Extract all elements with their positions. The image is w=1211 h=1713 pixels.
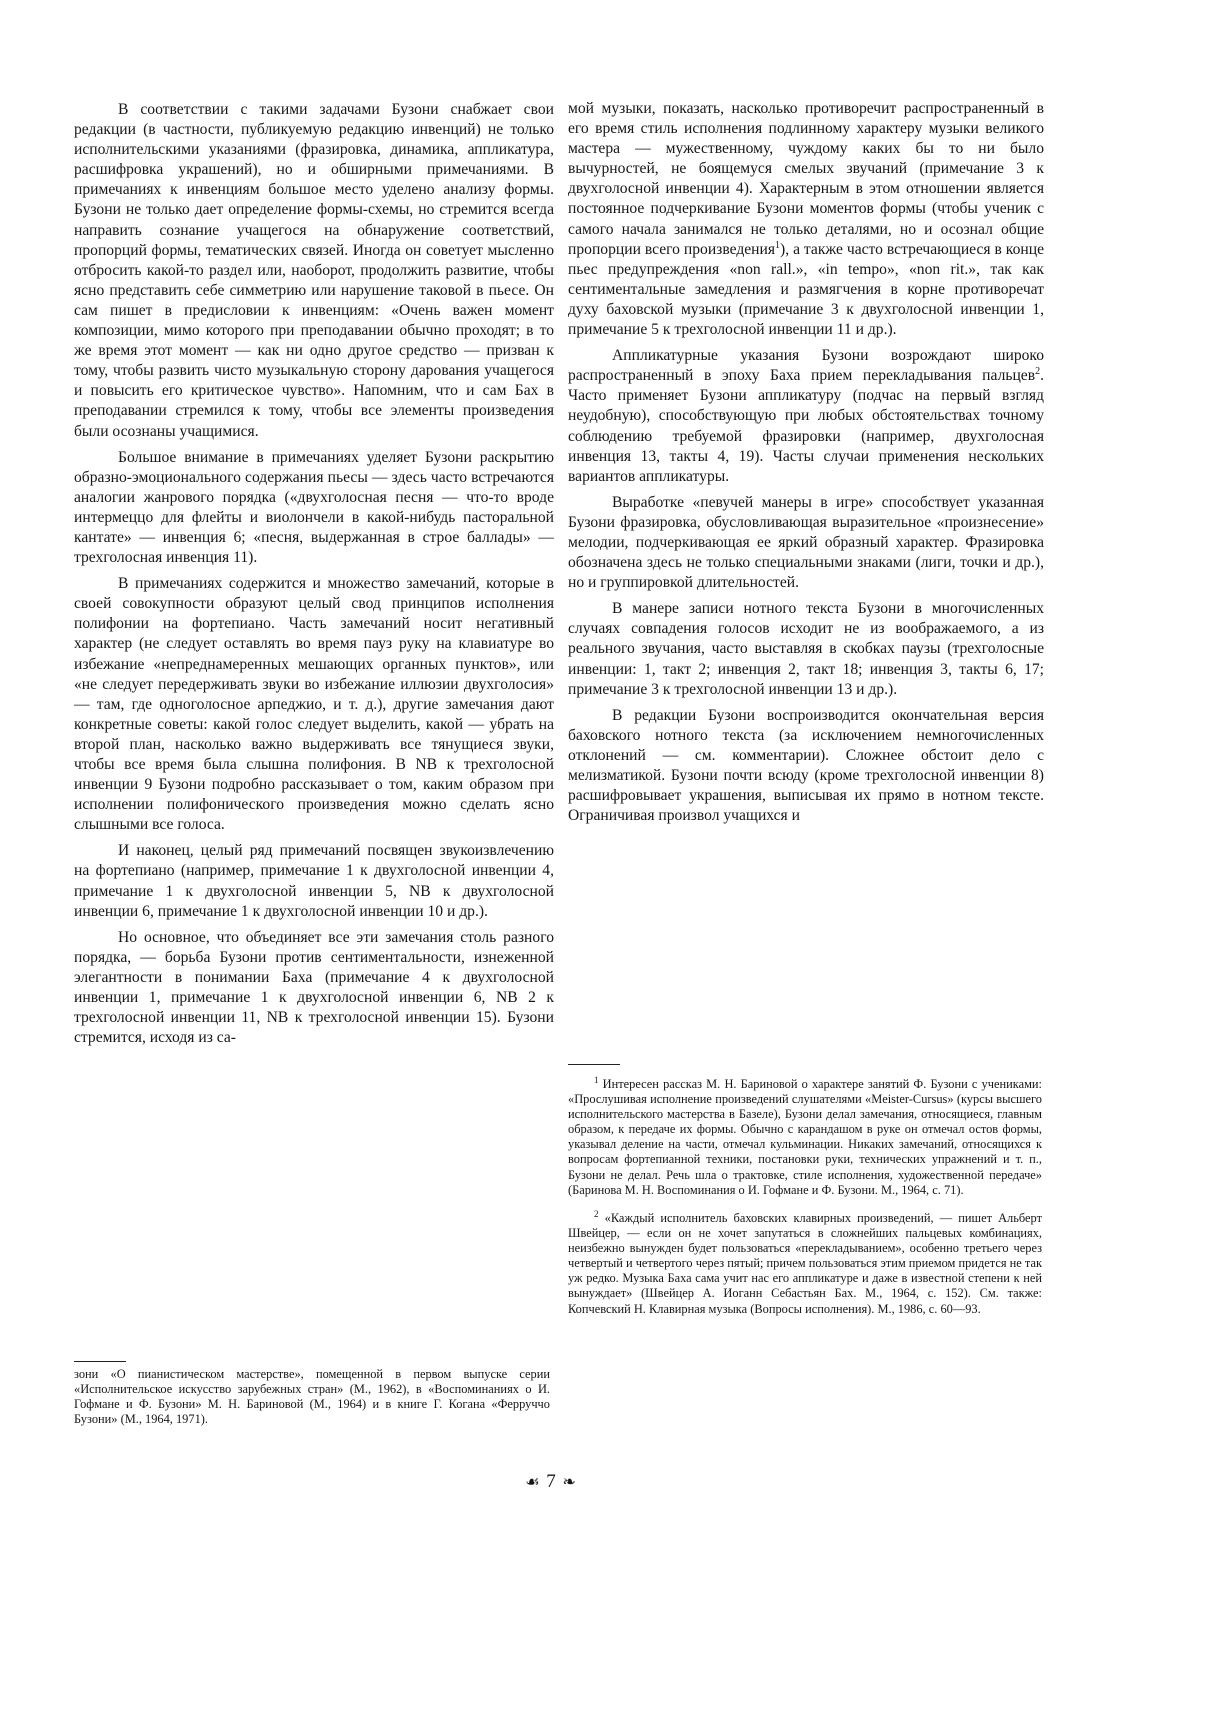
body-paragraph: Выработке «певучей манеры в игре» способствует указанная Бузони фразировка, обусловливающая выразительное «произнесение» мелодии, подчеркивающая ее яркий образный характер. Фразировка обозначена здесь не только специальными знаками (лиги, точки и др.), но и группировкой длительностей. [568,493,1044,592]
body-paragraph: В соответствии с такими задачами Бузони снабжает свои редакции (в частности, публикуемую редакцию инвенций) не только исполнительскими указаниями (фразировка, динамика, аппликатура, расшифровка украшений), но и обширными примечаниями. В примечаниях к инвенциям большое место уделено анализу формы. Бузони не только дает определение формы-схемы, но стремится всегда направить сознание учащегося на обнаружение соответствий, пропорций формы, тематических связей. Иногда он советует мысленно отбросить какой-то раздел или, наоборот, продолжить развитие, чтобы ясно представить себе симметрию или нарушение таковой в пьесе. Он сам пишет в предисловии к инвенциям: «Очень важен момент композиции, мимо которого при преподавании обычно проходят; в то же время этот момент — как ни одно другое средство — призван к тому, чтобы развить чисто музыкальную сторону дарования учащегося и повысить его критическое чувство». Напомним, что и сам Бах в преподавании стремился к тому, чтобы все элементы произведения были осознаны учащимися. [74,101,554,440]
body-paragraph: Большое внимание в примечаниях уделяет Бузони раскрытию образно-эмоционального содержания пьесы — здесь часто встречаются аналогии жанрового порядка («двухголосная песня — что-то вроде интермеццо для флейты и виолончели в какой-нибудь пасторальной кантате» — инвенция 6; «песня, выдержанная в строе баллады» — трехголосная инвенция 11). [74,448,554,567]
body-paragraph: И наконец, целый ряд примечаний посвящен звукоизвлечению на фортепиано (например, примечание 1 к двухголосной инвенции 4, примечание 1 к двухголосной инвенции 5, NB к двухголосной инвенции 6, примечание 1 к двухголосной инвенции 10 и др.). [74,842,554,920]
footnote-number: 1 [594,1074,599,1085]
paragraph-text: ), а также часто встречающиеся в конце пьес предупреждения «non rall.», «in tempo», «non rit.», так как сентиментальные замедления и размягчения в корне противоречат духу баховской музыки (примечание 3 к двухголосной инвенции 1, примечание 5 к трехголосной инвенции 11 и др.). [568,240,1044,339]
left-column [74,100,554,1048]
body-paragraph: В редакции Бузони воспроизводится окончательная версия баховского нотного текста (за исключением немногочисленных отклонений — см. комментарии). Сложнее обстоит дело с мелизматикой. Бузони почти всюду (кроме трехголосной инвенции 8) расшифровывает украшения, выписывая их прямо в нотном тексте. Ограничивая произвол учащихся и [568,706,1044,825]
footnote-divider [74,1361,126,1362]
paragraph-text: . Часто применяет Бузони аппликатуру (подчас на первый взгляд неудобную), способствующую при любых обстоятельствах точному соблюдению требуемой фразировки (например, двухголосная инвенция 13, такты 4, 19). Часты случаи применения нескольких вариантов аппликатуры. [568,367,1044,485]
footnote-1 [568,1074,1042,1198]
paragraph-text: Аппликатурные указания Бузони возрождают широко распространенный в эпоху Баха прием перекладывания пальцев [568,347,1044,385]
paragraph-text: мой музыки, показать, насколько противоречит распространенный в его время стиль исполнения подлинному характеру музыки великого мастера — мужественному, чуждому каких бы то ни было вычурностей, не боящемуся смелых звучаний (примечание 3 к двухголосной инвенции 4). Характерным в этом отношении является постоянное подчеркивание Бузони моментов формы (чтобы ученик с самого начала занимался не только деталями, но и осознал общие пропорции всего произведения [568,100,1044,258]
page-number: 7 [546,1471,557,1492]
page-footer [0,1471,1102,1493]
body-paragraph [568,99,1044,340]
footnote-text: «Каждый исполнитель баховских клавирных произведений, — пишет Альберт Швейцер, — если он не хочет запутаться в сложнейших пальцевых комбинациях, неизбежно вынужден будет пользоваться «перекладыванием», особенно третьего через четвертый и четвертого через пятый; причем пользоваться этим приемом придется не так уж редко. Музыка Баха сама учит нас его аппликатуре и даже в известной степени к ней вынуждает» (Швейцер А. Иоганн Себастьян Бах. М., 1964, с. 152). См. также: Копчевский Н. Клавирная музыка (Вопросы исполнения). М., 1986, с. 60—93. [568,1211,1042,1316]
ornament-right-icon: ❧ [562,1472,577,1491]
footnote-2 [568,1208,1042,1317]
body-paragraph: В примечаниях содержится и множество замечаний, которые в своей совокупности образуют целый свод принципов исполнения полифонии на фортепиано. Часть замечаний носит негативный характер (не следует оставлять во время пауз руку на клавиатуре во избежание «непреднамеренных мешающих органных пунктов», или «не следует передерживать звуки во избежание иллюзии двухголосия» — там, где одноголосное арпеджио, и т. д.), другие замечания дают конкретные советы: какой голос следует выделить, какой — убрать на второй план, насколько важно выдерживать все тянущиеся звуки, чтобы все время была слышна полифония. В NB к трехголосной инвенции 9 Бузони подробно рассказывает о том, каким образом при исполнении полифонического произведения можно сделать ясно слышными все голоса. [74,575,554,834]
body-paragraph [568,346,1044,487]
right-column [568,100,1044,826]
ornament-left-icon: ☙ [525,1472,541,1491]
footnote-divider [568,1064,620,1065]
body-paragraph: В манере записи нотного текста Бузони в многочисленных случаях совпадения голосов исходит не из воображаемого, а из реального звучания, часто выставляя в скобках паузы (трехголосные инвенции: 1, такт 2; инвенция 2, такт 18; инвенция 3, такты 6, 17; примечание 3 к трехголосной инвенции 13 и др.). [568,600,1044,698]
footnote-text: Интересен рассказ М. Н. Бариновой о характере занятий Ф. Бузони с учениками: «Прослушивая исполнение произведений слушателями «Meister-Cursus» (курсы высшего исполнительского мастерства в Базеле), Бузони делал замечания, относящиеся, главным образом, к передаче их формы. Обычно с карандашом в руке он отмечал остов формы, указывал деление на части, отмечал кульминации. Никаких замечаний, относящихся к вопросам фортепианной техники, постановки руки, технических упражнений и т. п., Бузони не делал. Речь шла о трактовке, стиле исполнения, художественной передаче» (Баринова М. Н. Воспоминания о И. Гофмане и Ф. Бузони. М., 1964, с. 71). [568,1077,1042,1197]
footnote-reference[interactable]: 1 [775,239,781,251]
footnote-continued: зони «О пианистическом мастерстве», помещенной в первом выпуске серии «Исполнительское искусство зарубежных стран» (М., 1962), в «Воспоминаниях о И. Гофмане и Ф. Бузони» М. Н. Бариновой (М., 1964) и в книге Г. Когана «Ферруччо Бузони» (М., 1964, 1971). [74,1367,550,1427]
footnote-reference[interactable]: 2 [1035,366,1041,378]
footnote-number: 2 [594,1208,599,1219]
body-paragraph: Но основное, что объединяет все эти замечания столь разного порядка, — борьба Бузони против сентиментальности, изнеженной элегантности в понимании Баха (примечание 4 к двухголосной инвенции 1, примечание 1 к двухголосной инвенции 6, NB 2 к трехголосной инвенции 11, NB к трехголосной инвенции 15). Бузони стремится, исходя из са- [74,928,554,1047]
